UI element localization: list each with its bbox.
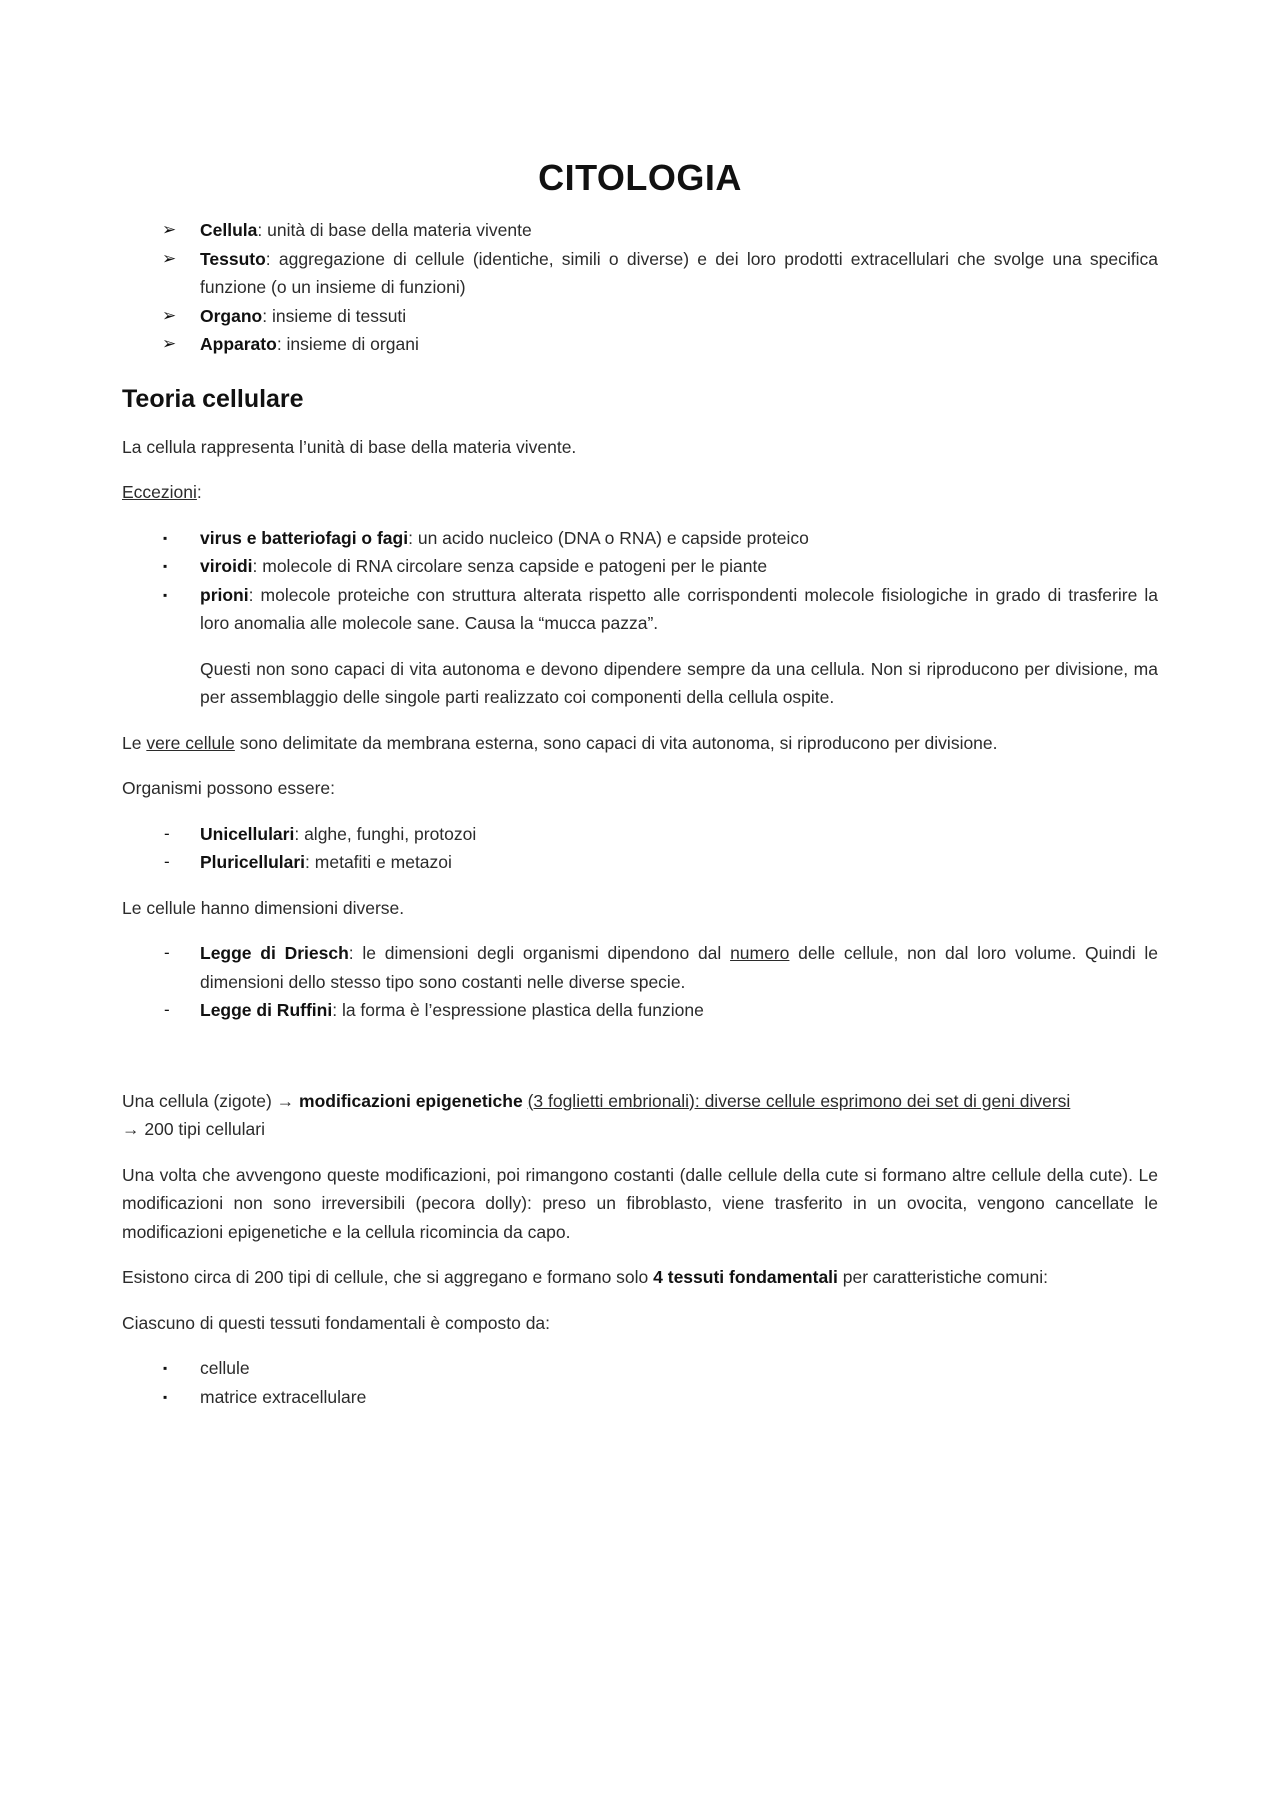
section-heading: Teoria cellulare bbox=[122, 384, 304, 413]
list-item bbox=[122, 245, 1158, 302]
document-content bbox=[122, 152, 1158, 1428]
definition: : insieme di tessuti bbox=[262, 305, 407, 326]
term: Unicellulari bbox=[200, 823, 295, 844]
square-bullet-icon: ▪ bbox=[163, 587, 168, 602]
arrow-bullet-icon: ➢ bbox=[162, 305, 177, 325]
list-item bbox=[122, 581, 1158, 638]
dash-bullet-icon: - bbox=[164, 943, 170, 962]
arrow-bullet-icon: ➢ bbox=[162, 248, 177, 268]
term: Organo bbox=[200, 305, 263, 326]
list-item bbox=[122, 524, 1158, 553]
bold-text: modificazioni epigenetiche bbox=[299, 1090, 523, 1111]
term: Cellula bbox=[200, 220, 258, 240]
underlined-text: numero bbox=[730, 943, 790, 963]
dash-bullet-icon: - bbox=[164, 852, 170, 871]
list-item bbox=[122, 820, 1158, 849]
list-item bbox=[122, 302, 1158, 331]
arrow-bullet-icon: ➢ bbox=[162, 334, 177, 353]
list-item bbox=[122, 552, 1158, 581]
definition: : insieme di organi bbox=[276, 334, 419, 354]
square-bullet-icon: ▪ bbox=[163, 559, 168, 573]
arrow-bullet-icon: ➢ bbox=[162, 220, 177, 239]
paragraph: Una volta che avvengono queste modificazioni, poi rimangono costanti (dalle cellule della cute si formano altre cellule della cute). Le modificazioni non sono irreversibili (pecora dolly): preso un fibroblasto, viene trasferito in un ovocita, vengono cancellate le modificazioni epigenetiche e la cellula ricomincia da capo. bbox=[122, 1164, 1158, 1242]
list-item bbox=[122, 216, 1158, 245]
term: prioni bbox=[200, 584, 249, 605]
term: viroidi bbox=[200, 556, 253, 576]
square-bullet-icon: ▪ bbox=[163, 1389, 168, 1404]
underlined-text: (3 foglietti embrionali): diverse cellule esprimono dei set di geni diversi bbox=[527, 1090, 1071, 1111]
square-bullet-icon: ▪ bbox=[163, 1361, 168, 1375]
exceptions-note: Questi non sono capaci di vita autonoma e devono dipendere sempre da una cellula. Non si riproducono per divisione, ma per assemblaggio delle singole parti realizzato coi componenti della cellula ospite. bbox=[200, 658, 1158, 707]
list-item bbox=[122, 330, 1158, 359]
bold-text: 4 tessuti fondamentali bbox=[653, 1267, 838, 1287]
paragraph: Le cellule hanno dimensioni diverse. bbox=[122, 897, 405, 918]
definition: : metafiti e metazoi bbox=[305, 852, 452, 872]
definition: : unità di base della materia vivente bbox=[257, 220, 532, 240]
definition: : aggregazione di cellule (identiche, simili o diverse) e dei loro prodotti extracellulari che svolge una specifica funzione (o un insieme di funzioni) bbox=[200, 248, 1158, 297]
laws-list bbox=[122, 939, 1158, 1025]
arrow-right-icon: → bbox=[276, 1090, 295, 1111]
page-title: CITOLOGIA bbox=[538, 157, 742, 198]
dash-bullet-icon: - bbox=[164, 1000, 170, 1019]
paragraph-tessuti: Esistono circa di 200 tipi di cellule, che si aggregano e formano solo 4 tessuti fondamentali per caratteristiche comuni: bbox=[122, 1267, 1048, 1287]
term: Tessuto bbox=[200, 248, 266, 269]
definition: : molecole proteiche con struttura alterata rispetto alle corrispondenti molecole fisiologiche in grado di trasferire la loro anomalia alle molecole sane. Causa la “mucca pazza”. bbox=[200, 584, 1158, 633]
definition: : alghe, funghi, protozoi bbox=[294, 823, 477, 844]
list-item bbox=[122, 848, 1158, 877]
exceptions-label-paragraph: Eccezioni: bbox=[122, 482, 202, 502]
components-list bbox=[122, 1354, 1158, 1411]
definitions-list bbox=[122, 216, 1158, 359]
organisms-list bbox=[122, 820, 1158, 877]
arrow-right-icon: → bbox=[122, 1119, 140, 1139]
list-item: ▪ matrice extracellulare bbox=[122, 1383, 1158, 1412]
term: Legge di Driesch bbox=[200, 943, 349, 963]
paragraph: Organismi possono essere: bbox=[122, 778, 336, 798]
dash-bullet-icon: - bbox=[164, 823, 170, 843]
square-bullet-icon: ▪ bbox=[163, 530, 168, 545]
exceptions-label: Eccezioni bbox=[122, 482, 197, 502]
list-item: ▪ cellule bbox=[122, 1354, 1158, 1383]
list-item: - Legge di Ruffini: la forma è l’espressione plastica della funzione bbox=[122, 996, 1158, 1025]
underlined-text: vere cellule bbox=[146, 732, 235, 753]
term: Pluricellulari bbox=[200, 852, 306, 872]
paragraph-zigote: Una cellula (zigote) → modificazioni epigenetiche (3 foglietti embrionali): diverse cellule esprimono dei set di geni diversi → 200 tipi cellulari bbox=[122, 1090, 1071, 1139]
paragraph: La cellula rappresenta l’unità di base della materia vivente. bbox=[122, 436, 577, 457]
term: virus e batteriofagi o fagi bbox=[200, 527, 409, 548]
paragraph: Ciascuno di questi tessuti fondamentali è composto da: bbox=[122, 1312, 551, 1333]
term: Apparato bbox=[200, 334, 277, 354]
list-item: - Legge di Driesch: le dimensioni degli organismi dipendono dal numero delle cellule, non dal loro volume. Quindi le dimensioni dello stesso tipo sono costanti nelle diverse specie. bbox=[122, 939, 1158, 996]
exceptions-list bbox=[122, 524, 1158, 638]
definition: : un acido nucleico (DNA o RNA) e capside proteico bbox=[408, 527, 809, 548]
paragraph-vere-cellule: Le vere cellule sono delimitate da membrana esterna, sono capaci di vita autonoma, si riproducono per divisione. bbox=[122, 732, 998, 753]
definition: : molecole di RNA circolare senza capside e patogeni per le piante bbox=[252, 556, 768, 576]
term: Legge di Ruffini bbox=[200, 1000, 333, 1020]
